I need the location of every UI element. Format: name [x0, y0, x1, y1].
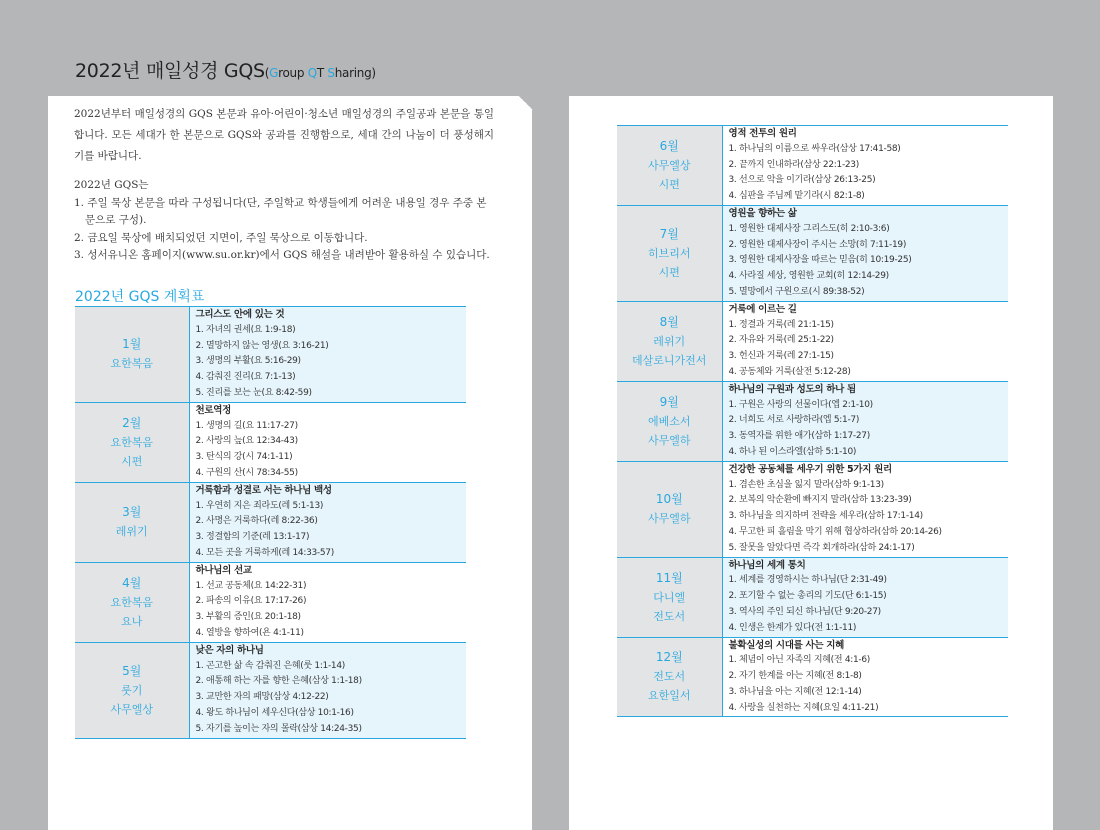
- theme-title: 천로역정: [195, 404, 232, 416]
- book-label: 전도서: [653, 670, 686, 684]
- theme-title: 영원을 향하는 삶: [728, 207, 797, 219]
- gqs-notes: [74, 177, 494, 265]
- title-text: 2022년 매일성경: [75, 60, 224, 82]
- gqs-note-item: 3. 성서유니온 홈페이지(www.su.or.kr)에서 GQS 해설을 내려받아 활용하실 수 있습니다.: [74, 249, 490, 261]
- theme-title: 건강한 공동체를 세우기 위한 5가지 원리: [728, 463, 892, 475]
- passage-item: 2. 멸망하지 않는 영생(요 3:16-21): [195, 340, 329, 351]
- book-label: 시편: [658, 177, 680, 191]
- passage-item: 1. 생명의 길(요 11:17-27): [195, 420, 298, 431]
- passage-item: 3. 하나님을 의지하며 전략을 세우라(삼하 17:1-14): [728, 511, 923, 522]
- plan-table-left: [75, 306, 466, 739]
- title-gqs: GQS: [223, 60, 265, 82]
- passage-item: 3. 교만한 자의 패망(삼상 4:12-22): [195, 692, 329, 703]
- passage-item: 4. 사랑을 실천하는 지혜(요일 4:11-21): [728, 702, 879, 713]
- book-label: 요나: [121, 614, 143, 628]
- month-cell: [617, 461, 722, 557]
- plan-row: [617, 205, 1008, 301]
- theme-title: 거룩함과 성결로 서는 하나님 백성: [195, 484, 332, 496]
- theme-title: 낮은 자의 하나님: [195, 644, 264, 656]
- passage-item: 2. 자기 한계를 아는 지혜(전 8:1-8): [728, 671, 862, 682]
- passage-item: 4. 왕도 하나님이 세우신다(삼상 10:1-16): [195, 707, 354, 718]
- month-label: 7월: [659, 226, 679, 241]
- passage-item: 3. 정결함의 기준(레 13:1-17): [195, 532, 310, 543]
- book-label: 요한복음: [110, 595, 153, 609]
- passage-item: 3. 부활의 증인(요 20:1-18): [195, 612, 301, 623]
- content-cell: [722, 637, 1008, 717]
- plan-row: [617, 637, 1008, 717]
- month-label: 12월: [655, 650, 683, 665]
- passage-item: 4. 사라질 세상, 영원한 교회(히 12:14-29): [728, 271, 889, 282]
- month-cell: [75, 642, 189, 738]
- theme-title: 하나님의 선교: [195, 564, 252, 576]
- passage-item: 2. 끝까지 인내하라(삼상 22:1-23): [728, 159, 859, 170]
- passage-item: 1. 정결과 거룩(레 21:1-15): [728, 319, 834, 330]
- month-cell: [75, 482, 189, 562]
- passage-item: 4. 무고한 피 흘림을 막기 위해 협상하라(삼하 20:14-26): [728, 526, 942, 537]
- book-label: 요한복음: [110, 357, 153, 371]
- passage-item: 3. 헌신과 거룩(레 27:1-15): [728, 351, 834, 362]
- theme-title: 영적 전투의 원리: [728, 128, 797, 139]
- month-label: 5월: [122, 663, 142, 678]
- page-curl: [519, 96, 533, 110]
- passage-item: 4. 공동체와 거룩(살전 5:12-28): [728, 366, 851, 377]
- month-cell: [617, 301, 722, 381]
- book-label: 시편: [121, 454, 143, 468]
- book-label: 룻기: [121, 683, 143, 697]
- book-label: 다니엘: [653, 590, 686, 604]
- passage-item: 5. 멸망에서 구원으로(시 89:38-52): [728, 286, 865, 297]
- passage-item: 3. 생명의 부활(요 5:16-29): [195, 356, 301, 367]
- passage-item: 2. 사랑의 늪(요 12:34-43): [195, 436, 298, 447]
- content-cell: [722, 126, 1008, 206]
- book-label: 사무엘하: [647, 433, 691, 447]
- month-cell: [617, 557, 722, 637]
- passage-item: 4. 감춰진 진리(요 7:1-13): [195, 372, 296, 383]
- plan-row: [617, 301, 1008, 381]
- passage-item: 1. 자녀의 권세(요 1:9-18): [195, 324, 296, 335]
- month-cell: [617, 126, 722, 206]
- passage-item: 1. 세계를 경영하시는 하나님(단 2:31-49): [728, 575, 887, 586]
- plan-row: [617, 461, 1008, 557]
- plan-row: [75, 307, 466, 403]
- page-title: [75, 56, 376, 83]
- passage-item: 4. 구원의 산(시 78:34-55): [195, 467, 298, 478]
- content-cell: [189, 562, 466, 642]
- passage-item: 3. 동역자를 위한 애가(삼하 1:17-27): [728, 431, 870, 442]
- passage-item: 2. 사명은 거룩하다(레 8:22-36): [195, 516, 318, 527]
- plan-row: [75, 402, 466, 482]
- book-label: 시편: [658, 265, 680, 279]
- book-label: 전도서: [653, 609, 686, 623]
- theme-title: 불확실성의 시대를 사는 지혜: [728, 639, 845, 651]
- gqs-note-item: 2. 금요일 묵상에 배치되었던 지면이, 주일 묵상으로 이동합니다.: [74, 231, 368, 244]
- intro-paragraph: 2022년부터 매일성경의 GQS 본문과 유아·어린이·청소년 매일성경의 주일공과 본문을 통일합니다. 모든 세대가 한 본문으로 GQS와 공과를 진행함으로, 세대 간의 나눔이 더 풍성해지기를 바랍니다.: [74, 108, 494, 162]
- passage-item: 2. 파송의 이유(요 17:17-26): [195, 596, 307, 607]
- passage-item: 3. 영원한 대제사장을 따르는 믿음(히 10:19-25): [728, 255, 912, 266]
- month-cell: [617, 205, 722, 301]
- plan-row: [617, 381, 1008, 461]
- passage-item: 4. 모든 곳을 거룩하게(레 14:33-57): [195, 547, 334, 558]
- month-label: 11월: [655, 570, 683, 585]
- month-label: 8월: [659, 314, 679, 329]
- plan-row: [617, 126, 1008, 206]
- month-label: 2월: [122, 415, 142, 430]
- content-cell: [722, 301, 1008, 381]
- passage-item: 1. 구원은 사랑의 선물이다(엡 2:1-10): [728, 399, 873, 410]
- page-header: [0, 0, 1100, 100]
- book-label: 사무엘상: [647, 158, 691, 172]
- book-label: 요한복음: [110, 435, 153, 449]
- content-cell: [722, 205, 1008, 301]
- book-label: 사무엘하: [647, 512, 691, 526]
- title-subtitle: (Group QT Sharing): [264, 66, 376, 80]
- theme-title: 하나님의 세계 통치: [728, 559, 806, 571]
- month-cell: [75, 562, 189, 642]
- month-label: 1월: [122, 337, 142, 352]
- month-label: 4월: [122, 575, 142, 590]
- content-cell: [189, 642, 466, 738]
- passage-item: 4. 하나 된 이스라엘(삼하 5:1-10): [728, 446, 857, 457]
- passage-item: 3. 선으로 악을 이기라(삼상 26:13-25): [728, 175, 876, 186]
- passage-item: 4. 인생은 한계가 있다(전 1:1-11): [728, 622, 857, 633]
- passage-item: 1. 하나님의 이름으로 싸우라(삼상 17:41-58): [728, 143, 901, 154]
- book-label: 에베소서: [647, 414, 691, 428]
- content-cell: [722, 381, 1008, 461]
- passage-item: 1. 영원한 대제사장 그리스도(히 2:10-3:6): [728, 223, 890, 234]
- theme-title: 하나님의 구원과 성도의 하나 됨: [728, 383, 856, 395]
- passage-item: 3. 역사의 주인 되신 하나님(단 9:20-27): [728, 606, 881, 617]
- passage-item: 2. 영원한 대제사장이 주시는 소망(히 7:11-19): [728, 239, 907, 250]
- month-cell: [617, 637, 722, 717]
- content-cell: [189, 482, 466, 562]
- content-cell: [189, 307, 466, 403]
- passage-item: 1. 곤고한 삶 속 감춰진 은혜(룻 1:1-14): [195, 660, 345, 671]
- book-label: 레위기: [653, 334, 686, 348]
- plan-row: [617, 557, 1008, 637]
- passage-item: 2. 애통해 하는 자를 향한 은혜(삼상 1:1-18): [195, 676, 362, 687]
- content-cell: [189, 402, 466, 482]
- month-cell: [617, 381, 722, 461]
- passage-item: 1. 선교 공동체(요 14:22-31): [195, 580, 307, 591]
- book-label: 요한일서: [647, 689, 691, 703]
- passage-item: 5. 진리를 보는 눈(요 8:42-59): [195, 387, 312, 398]
- theme-title: 그리스도 안에 있는 것: [195, 309, 285, 320]
- month-cell: [75, 402, 189, 482]
- month-cell: [75, 307, 189, 403]
- book-label: 히브리서: [647, 246, 691, 260]
- passage-item: 2. 자유와 거룩(레 25:1-22): [728, 335, 834, 346]
- plan-row: [75, 482, 466, 562]
- plan-row: [75, 562, 466, 642]
- month-label: 10월: [655, 492, 683, 507]
- passage-item: 4. 열방을 향하여(욘 4:1-11): [195, 627, 304, 638]
- passage-item: 2. 너희도 서로 사랑하라(엡 5:1-7): [728, 415, 860, 426]
- theme-title: 거룩에 이르는 길: [728, 303, 797, 315]
- month-label: 6월: [659, 138, 679, 153]
- passage-item: 2. 보복의 악순환에 빠지지 말라(삼하 13:23-39): [728, 495, 912, 506]
- gqs-note-item: 1. 주일 묵상 본문을 따라 구성됩니다(단, 주일학교 학생들에게 어려운 내용일 경우 주중 본문으로 구성).: [74, 196, 487, 226]
- gqs-notes-heading: 2022년 GQS는: [74, 179, 149, 191]
- book-label: 사무엘상: [110, 702, 153, 716]
- passage-item: 1. 우연히 지은 죄라도(레 5:1-13): [195, 500, 324, 511]
- content-cell: [722, 461, 1008, 557]
- passage-item: 3. 하나님을 아는 지혜(전 12:1-14): [728, 686, 862, 697]
- passage-item: 5. 잘못을 알았다면 즉각 회개하라(삼하 24:1-17): [728, 542, 915, 553]
- passage-item: 2. 포기할 수 없는 총리의 기도(단 6:1-15): [728, 591, 887, 602]
- plan-title: 2022년 GQS 계획표: [75, 289, 205, 305]
- book-label: 데살로니가전서: [632, 353, 707, 367]
- content-cell: [722, 557, 1008, 637]
- plan-table-right: [617, 125, 1008, 717]
- passage-item: 5. 자기를 높이는 자의 몰락(삼상 14:24-35): [195, 723, 362, 734]
- passage-item: 3. 탄식의 강(시 74:1-11): [195, 452, 293, 463]
- passage-item: 1. 겸손한 초심을 잃지 말라(삼하 9:1-13): [728, 479, 884, 490]
- month-label: 9월: [659, 394, 679, 409]
- month-label: 3월: [122, 505, 142, 520]
- book-label: 레위기: [115, 525, 148, 539]
- passage-item: 4. 심판을 주님께 맡기라(시 82:1-8): [728, 191, 865, 202]
- passage-item: 1. 체념이 아닌 자족의 지혜(전 4:1-6): [728, 655, 871, 666]
- plan-row: [75, 642, 466, 738]
